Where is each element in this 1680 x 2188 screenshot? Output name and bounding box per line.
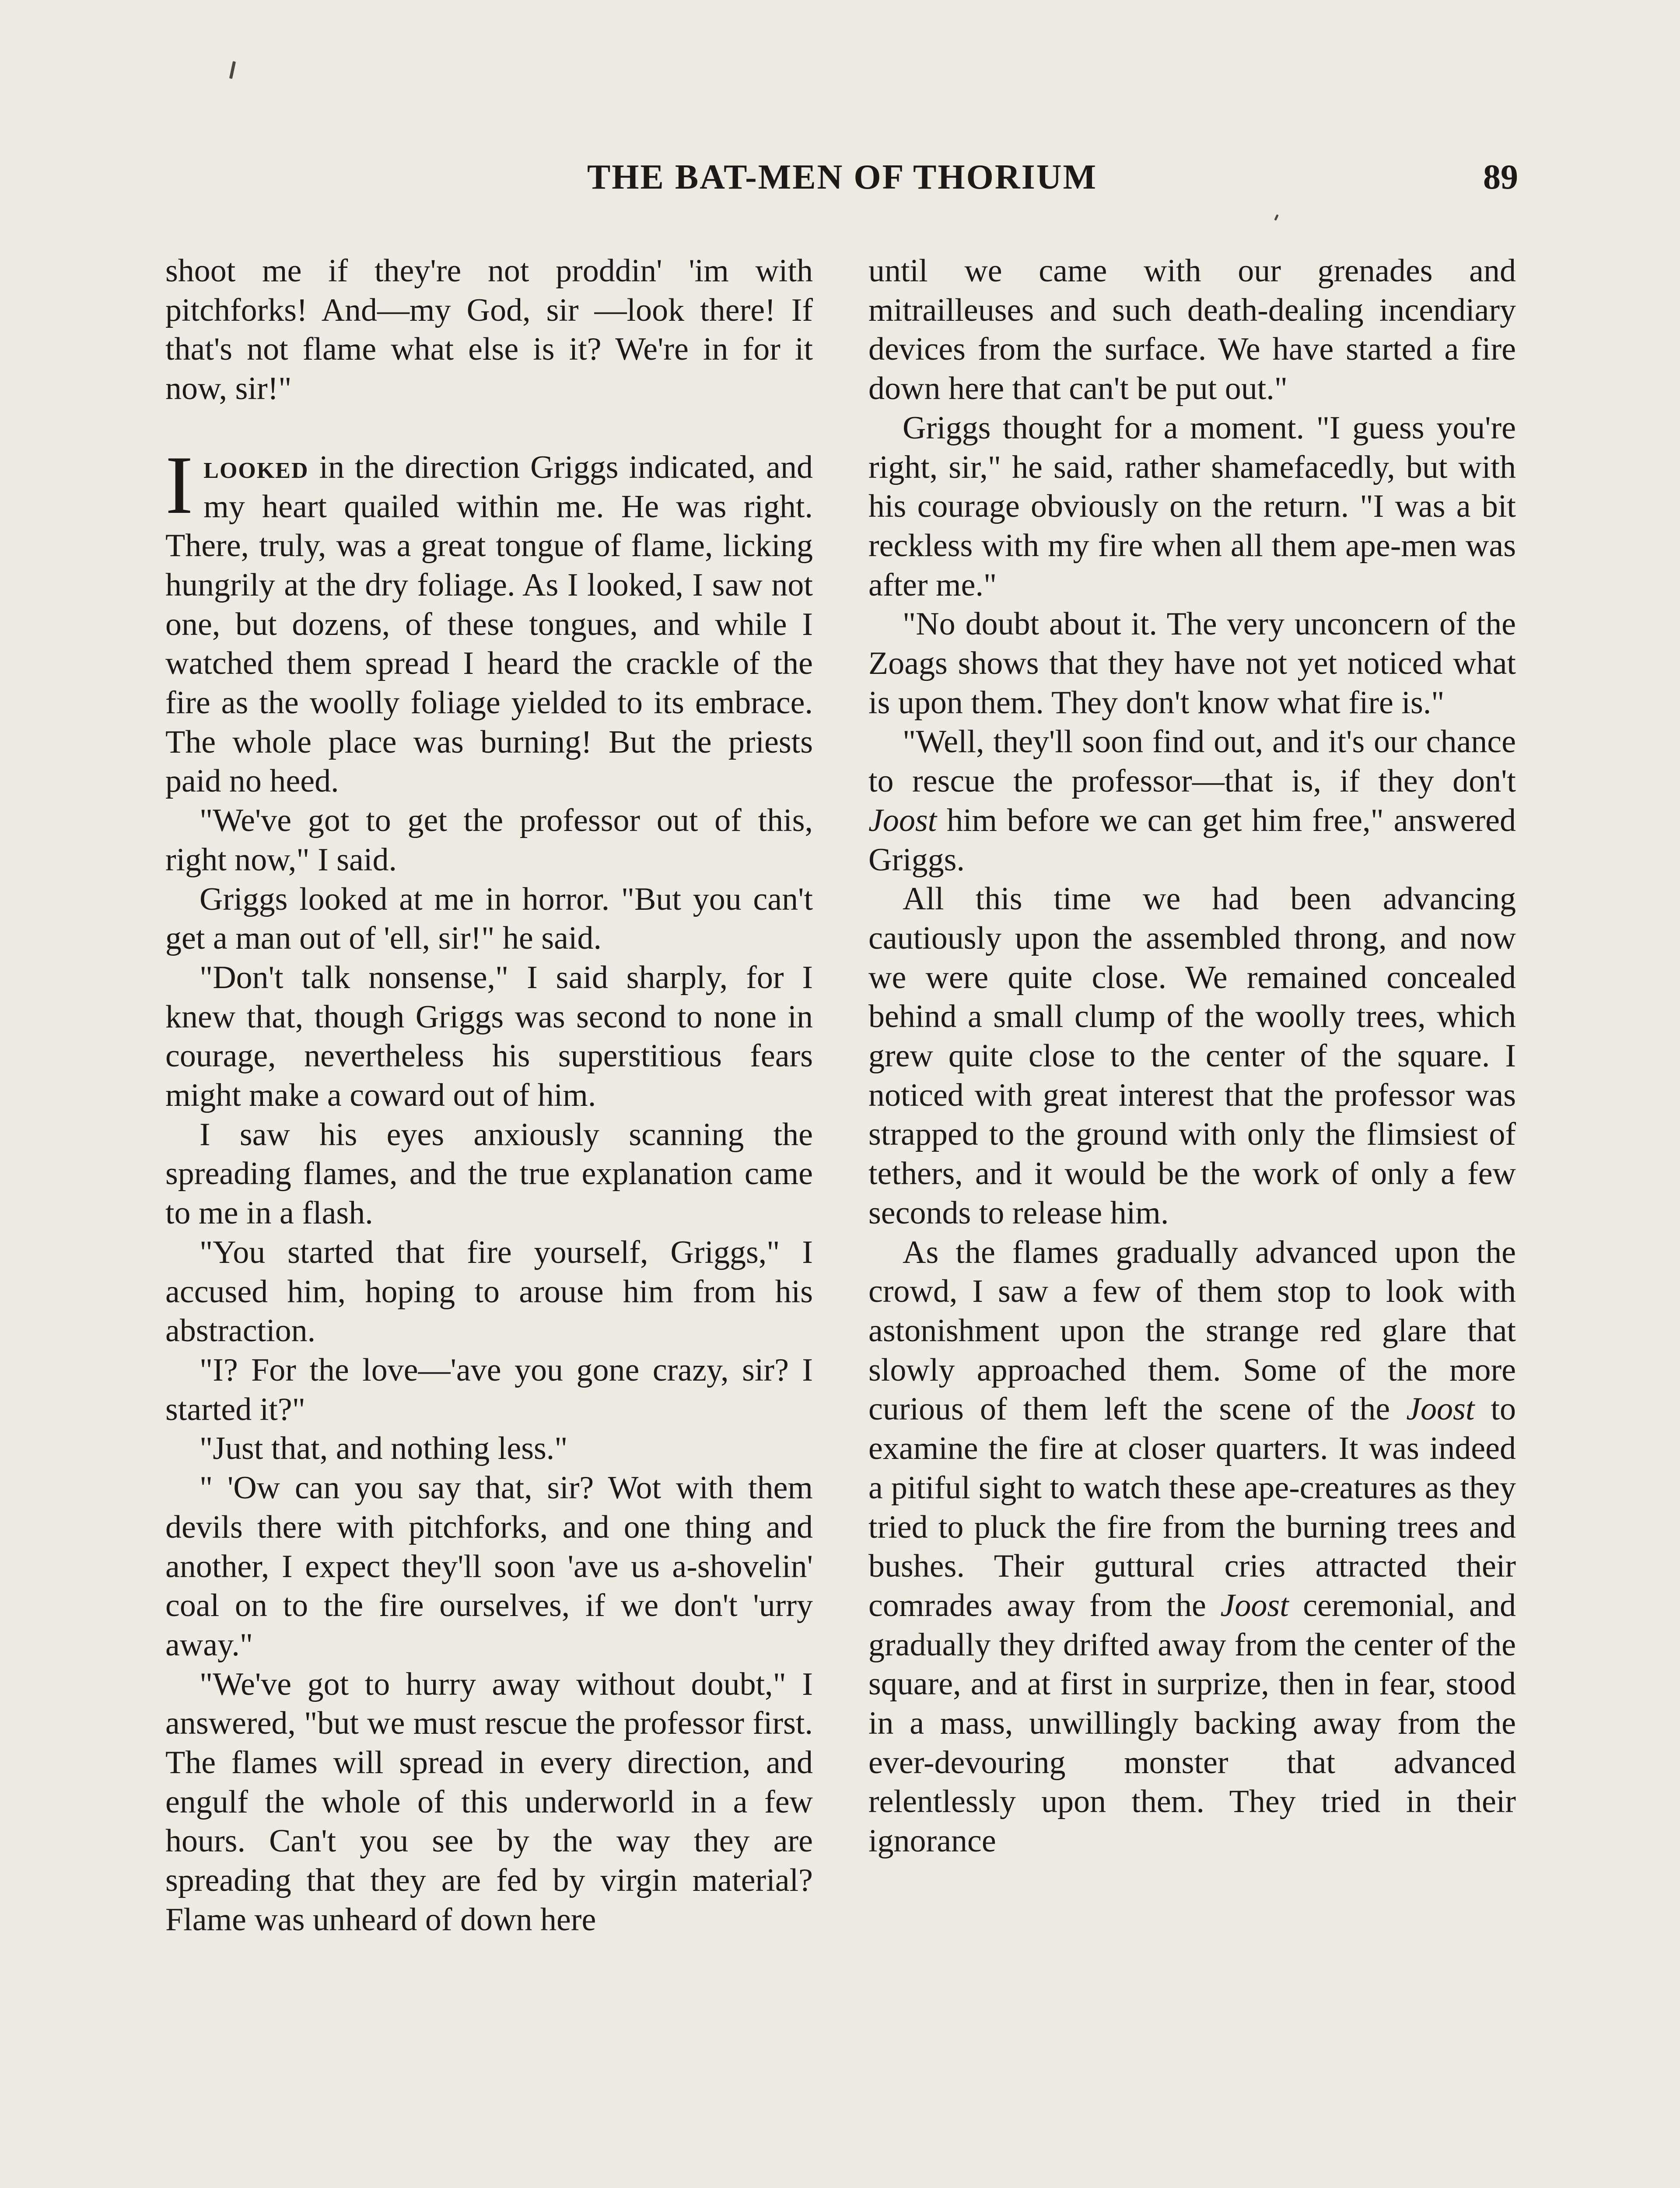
page-number: 89 (1483, 158, 1518, 196)
print-speck (229, 61, 236, 79)
paragraph-text: "Well, they'll soon find out, and it's our chance to rescue the professor—that is, if they don't (868, 724, 1516, 799)
italic-term: Joost (868, 802, 937, 838)
paragraph: All this time we had been advancing cautiously upon the assembled throng, and now we were quite close. We remained concealed behind a small clump of the woolly trees, which grew quite close to the center of the square. I noticed with great interest that the professor was strapped to the ground with only the flimsiest of tethers, and it would be the work of only a few seconds to release him. (868, 881, 1516, 1231)
paragraph: "You started that fire yourself, Griggs," I accused him, hoping to arouse him from his abstraction. (165, 1234, 813, 1349)
italic-term: Joost (1406, 1391, 1475, 1427)
paragraph: "Just that, and nothing less." (200, 1431, 568, 1467)
drop-cap: I (165, 439, 193, 531)
paragraph: Griggs thought for a moment. "I guess you're right, sir," he said, rather shamefacedly, but with his courage obviously on the return. "I was a bit reckless with my fire when all them ape-men was after me." (868, 410, 1516, 603)
paragraph (868, 1233, 1516, 1861)
left-column (165, 252, 813, 1940)
paragraph-text: ceremonial, and gradually they drifted away from the center of the square, and at first in surprize, then in fear, stood in a mass, unwillingly backing away from the ever-devouring monster that advanced relentlessly upon them. They tried in their ignorance (868, 1587, 1516, 1859)
paragraph: shoot me if they're not proddin' 'im with pitchforks! And—my God, sir —look there! If that's not flame what else is it? We're in for it now, sir!" (165, 253, 813, 407)
paragraph-text: in the direction Griggs indicated, and my heart quailed within me. He was right. There, truly, was a great tongue of flame, licking hungrily at the dry foliage. As I looked, I saw not one, but dozens, of these tongues, and while I watched them spread I heard the crackle of the fire as the woolly foliage yielded to its embrace. The whole place was burning! But the priests paid no heed. (165, 449, 813, 799)
paragraph: "We've got to get the professor out of this, right now," I said. (165, 803, 813, 878)
paragraph: "Don't talk nonsense," I said sharply, for I knew that, though Griggs was second to none in courage, nevertheless his superstitious fears might make a coward out of him. (165, 959, 813, 1114)
paragraph: " 'Ow can you say that, sir? Wot with them devils there with pitchforks, and one thing and another, I expect they'll soon 'ave us a-shovelin' coal on to the fire ourselves, if we don't 'urry away." (165, 1470, 813, 1663)
paragraph-text: As the flames gradually advanced upon the crowd, I saw a few of them stop to look with astonishment upon the strange red glare that slowly approached them. Some of the more curious of them left the scene of the (868, 1234, 1516, 1427)
paragraph: "I? For the love—'ave you gone crazy, sir? I started it?" (165, 1352, 813, 1427)
print-speck (1274, 214, 1278, 221)
paragraph-dropcap (165, 439, 813, 801)
paragraph: I saw his eyes anxiously scanning the spreading flames, and the true explanation came to me in a flash. (165, 1116, 813, 1231)
paragraph: "We've got to hurry away without doubt," I answered, "but we must rescue the professor first. The flames will spread in every direction, and engulf the whole of this underworld in a few hours. Can't you see by the way they are spreading that they are fed by virgin material? Flame was unheard of down here (165, 1666, 813, 1938)
paragraph (868, 722, 1516, 880)
paragraph: until we came with our grenades and mitrailleuses and such death-dealing incendiary devices from the surface. We have started a fire down here that can't be put out." (868, 253, 1516, 407)
paragraph-text: him before we can get him free," answered Griggs. (868, 802, 1516, 878)
paragraph-text: to examine the fire at closer quarters. It was indeed a pitiful sight to watch these ape-creatures as they tried to pluck the fire from the burning trees and bushes. Their guttural cries attracted their comrades away from the (868, 1391, 1516, 1623)
right-column (868, 252, 1516, 1861)
italic-term: Joost (1220, 1587, 1289, 1623)
paragraph: "No doubt about it. The very unconcern of the Zoags shows that they have not yet noticed what is upon them. They don't know what fire is." (868, 606, 1516, 721)
page-header (166, 153, 1518, 201)
paragraph: Griggs looked at me in horror. "But you can't get a man out of 'ell, sir!" he said. (165, 881, 813, 957)
running-title: THE BAT-MEN OF THORIUM (587, 158, 1098, 196)
small-caps-lead: looked (203, 449, 309, 485)
